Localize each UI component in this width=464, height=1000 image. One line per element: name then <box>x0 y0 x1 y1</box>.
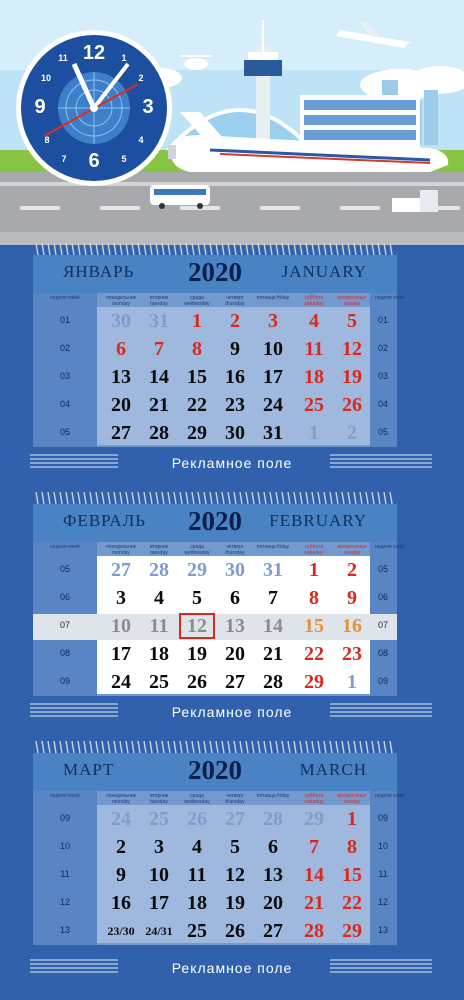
day-cell: 29 <box>187 422 207 444</box>
day-cell: 1 <box>192 310 202 332</box>
day-cell: 26 <box>187 808 207 830</box>
day-cell: 16 <box>342 615 362 637</box>
header-mon: понедельник monday <box>106 295 136 307</box>
day-cell: 16 <box>225 366 245 388</box>
day-cell: 28 <box>263 671 283 693</box>
day-cell: 5 <box>192 587 202 609</box>
day-cell: 22 <box>187 394 207 416</box>
day-cell: 16 <box>111 892 131 914</box>
header-week-right: неделя week <box>375 793 405 799</box>
day-cell: 8 <box>347 836 357 858</box>
day-cell: 2 <box>347 559 357 581</box>
week-number-right: 09 <box>377 676 388 686</box>
ad-field-label: Рекламное поле <box>171 960 293 976</box>
day-cell: 12 <box>342 338 362 360</box>
day-cell: 22 <box>304 643 324 665</box>
day-cell: 29 <box>187 559 207 581</box>
day-cell: 18 <box>149 643 169 665</box>
day-cell: 26 <box>187 671 207 693</box>
year-label: 2020 <box>188 755 242 785</box>
header-mon: понедельник monday <box>106 544 136 556</box>
day-cell: 25 <box>149 671 169 693</box>
day-cell: 14 <box>304 864 324 886</box>
day-cell: 8 <box>309 587 319 609</box>
day-cell: 8 <box>192 338 202 360</box>
day-cell: 28 <box>304 920 324 942</box>
week-number: 10 <box>59 841 70 851</box>
header-tue: вторник tuesday <box>149 544 169 556</box>
week-number-right: 13 <box>377 925 388 935</box>
header-thu: четверг thursday <box>225 793 245 805</box>
day-cell: 26 <box>225 920 245 942</box>
day-cell: 27 <box>263 920 283 942</box>
day-cell: 20 <box>263 892 283 914</box>
day-cell: 2 <box>347 422 357 444</box>
header-sun: воскресенье sunday <box>337 295 367 307</box>
header-thu: четверг thursday <box>225 544 245 556</box>
day-cell: 19 <box>342 366 362 388</box>
binding-spiral <box>33 492 397 504</box>
week-number: 02 <box>59 343 70 353</box>
day-cell: 18 <box>304 366 324 388</box>
week-number-right: 01 <box>377 315 388 325</box>
day-cell: 24 <box>263 394 283 416</box>
day-cell: 9 <box>347 587 357 609</box>
day-cell: 11 <box>149 615 169 637</box>
day-cell: 25 <box>149 808 169 830</box>
day-cell: 5 <box>230 836 240 858</box>
today-marker <box>179 613 215 639</box>
day-cell: 14 <box>149 366 169 388</box>
day-cell: 23 <box>225 394 245 416</box>
week-number-right: 05 <box>377 564 388 574</box>
header-sat: суббота saturday <box>304 295 324 307</box>
clock-numeral-5: 5 <box>121 154 127 164</box>
week-number: 13 <box>59 925 70 935</box>
week-number-right: 02 <box>377 343 388 353</box>
day-cell: 1 <box>347 671 357 693</box>
day-cell: 15 <box>342 864 362 886</box>
day-cell: 30 <box>225 422 245 444</box>
day-cell: 4 <box>309 310 319 332</box>
week-number-right: 05 <box>377 427 388 437</box>
day-cell: 9 <box>116 864 126 886</box>
header-week: неделя week <box>50 295 80 301</box>
day-cell: 19 <box>187 643 207 665</box>
day-cell: 17 <box>149 892 169 914</box>
header-wed: среда wednesday <box>184 295 210 307</box>
header-week-right: неделя week <box>375 544 405 550</box>
day-cell: 31 <box>263 559 283 581</box>
header-week: неделя week <box>50 793 80 799</box>
week-number-right: 04 <box>377 399 388 409</box>
day-cell: 18 <box>187 892 207 914</box>
header-mon: понедельник monday <box>106 793 136 805</box>
binding-spiral <box>33 243 397 255</box>
day-cell: 13 <box>263 864 283 886</box>
week-number: 11 <box>60 869 70 879</box>
day-cell: 23 <box>342 643 362 665</box>
week-number-right: 03 <box>377 371 388 381</box>
header-fri: пятница friday <box>256 295 290 301</box>
month-name-en: JANUARY <box>281 262 367 281</box>
day-cell: 20 <box>111 394 131 416</box>
day-cell: 23/30 <box>107 924 135 938</box>
header-sun: воскресенье sunday <box>337 544 367 556</box>
clock-numeral-11: 11 <box>58 53 68 63</box>
header-week: неделя week <box>50 544 80 550</box>
day-cell: 20 <box>225 643 245 665</box>
month-header <box>33 753 397 791</box>
day-cell: 10 <box>263 338 283 360</box>
day-cell: 15 <box>304 615 324 637</box>
month-header <box>33 255 397 293</box>
day-cell: 27 <box>111 559 131 581</box>
ad-field-label: Рекламное поле <box>171 704 293 720</box>
week-number-right: 10 <box>377 841 388 851</box>
clock-numeral-3: 3 <box>142 96 154 118</box>
day-cell: 25 <box>304 394 324 416</box>
week-number: 01 <box>59 315 70 325</box>
week-number: 06 <box>59 592 70 602</box>
day-cell: 21 <box>304 892 324 914</box>
month-grid <box>33 542 405 696</box>
day-cell: 11 <box>187 864 207 886</box>
day-cell: 14 <box>263 615 283 637</box>
day-cell: 13 <box>225 615 245 637</box>
day-cell: 26 <box>342 394 362 416</box>
year-label: 2020 <box>188 506 242 536</box>
week-number: 05 <box>59 564 70 574</box>
day-cell: 1 <box>347 808 357 830</box>
day-cell: 6 <box>230 587 240 609</box>
clock-numeral-9: 9 <box>34 96 46 118</box>
day-cell: 1 <box>309 559 319 581</box>
wall-clock <box>14 28 174 188</box>
day-cell: 4 <box>192 836 202 858</box>
day-cell: 27 <box>225 671 245 693</box>
day-cell: 29 <box>342 920 362 942</box>
day-cell: 11 <box>304 338 324 360</box>
binding-spiral <box>33 741 397 753</box>
day-cell: 22 <box>342 892 362 914</box>
day-cell: 28 <box>149 559 169 581</box>
week-number-right: 09 <box>377 813 388 823</box>
month-grid <box>33 293 405 447</box>
day-cell: 19 <box>225 892 245 914</box>
month-name-en: FEBRUARY <box>269 511 367 530</box>
day-cell: 12 <box>187 615 207 637</box>
clock-numeral-8: 8 <box>44 135 50 145</box>
day-cell: 3 <box>268 310 278 332</box>
week-number: 04 <box>59 399 70 409</box>
day-cell: 9 <box>230 338 240 360</box>
clock-numeral-1: 1 <box>121 53 127 63</box>
day-cell: 6 <box>116 338 126 360</box>
day-cell: 2 <box>230 310 240 332</box>
day-cell: 17 <box>263 366 283 388</box>
day-cell: 5 <box>347 310 357 332</box>
day-cell: 28 <box>149 422 169 444</box>
month-header <box>33 504 397 542</box>
week-number: 07 <box>59 620 70 630</box>
week-number: 05 <box>59 427 70 437</box>
header-sun: воскресенье sunday <box>337 793 367 805</box>
day-cell: 24 <box>111 671 131 693</box>
day-cell: 13 <box>111 366 131 388</box>
clock-numeral-10: 10 <box>40 73 51 83</box>
day-cell: 15 <box>187 366 207 388</box>
day-cell: 27 <box>111 422 131 444</box>
header-week-right: неделя week <box>375 295 405 301</box>
week-number: 09 <box>59 813 70 823</box>
day-cell: 30 <box>111 310 131 332</box>
clock-numeral-2: 2 <box>138 73 144 83</box>
day-cell: 27 <box>225 808 245 830</box>
month-name-en: MARCH <box>299 760 367 779</box>
day-cell: 3 <box>154 836 164 858</box>
day-cell: 6 <box>268 836 278 858</box>
week-number-right: 11 <box>378 869 388 879</box>
day-cell: 7 <box>268 587 278 609</box>
week-number: 03 <box>59 371 70 381</box>
week-number-right: 08 <box>377 648 388 658</box>
header-wed: среда wednesday <box>184 544 210 556</box>
week-number: 09 <box>59 676 70 686</box>
header-sat: суббота saturday <box>304 544 324 556</box>
clock-numeral-7: 7 <box>61 154 67 164</box>
week-number: 08 <box>59 648 70 658</box>
clock-numeral-6: 6 <box>88 150 100 172</box>
header-sat: суббота saturday <box>304 793 324 805</box>
day-cell: 29 <box>304 808 324 830</box>
day-cell: 7 <box>309 836 319 858</box>
header-thu: четверг thursday <box>225 295 245 307</box>
year-label: 2020 <box>188 257 242 287</box>
day-cell: 1 <box>309 422 319 444</box>
day-cell: 4 <box>154 587 164 609</box>
day-cell: 24/31 <box>145 924 173 938</box>
header-tue: вторник tuesday <box>149 295 169 307</box>
week-number-right: 06 <box>377 592 388 602</box>
clock-numeral-12: 12 <box>82 42 106 64</box>
day-cell: 21 <box>149 394 169 416</box>
day-cell: 29 <box>304 671 324 693</box>
day-cell: 25 <box>187 920 207 942</box>
week-number-right: 07 <box>377 620 388 630</box>
day-cell: 28 <box>263 808 283 830</box>
day-cell: 21 <box>263 643 283 665</box>
day-cell: 3 <box>116 587 126 609</box>
header-tue: вторник tuesday <box>149 793 169 805</box>
header-wed: среда wednesday <box>184 793 210 805</box>
month-grid <box>33 791 405 945</box>
day-cell: 2 <box>116 836 126 858</box>
day-cell: 12 <box>225 864 245 886</box>
week-number-right: 12 <box>377 897 388 907</box>
day-cell: 31 <box>149 310 169 332</box>
week-number: 12 <box>59 897 70 907</box>
month-name-ru: ФЕВРАЛЬ <box>63 511 147 530</box>
day-cell: 24 <box>111 808 131 830</box>
clock-numeral-4: 4 <box>138 135 144 145</box>
day-cell: 17 <box>111 643 131 665</box>
day-cell: 10 <box>111 615 131 637</box>
header-fri: пятница friday <box>256 544 290 550</box>
month-name-ru: ЯНВАРЬ <box>63 262 135 281</box>
month-name-ru: МАРТ <box>63 760 115 779</box>
header-fri: пятница friday <box>256 793 290 799</box>
day-cell: 10 <box>149 864 169 886</box>
day-cell: 31 <box>263 422 283 444</box>
day-cell: 30 <box>225 559 245 581</box>
ad-field-label: Рекламное поле <box>171 455 293 471</box>
day-cell: 7 <box>154 338 164 360</box>
